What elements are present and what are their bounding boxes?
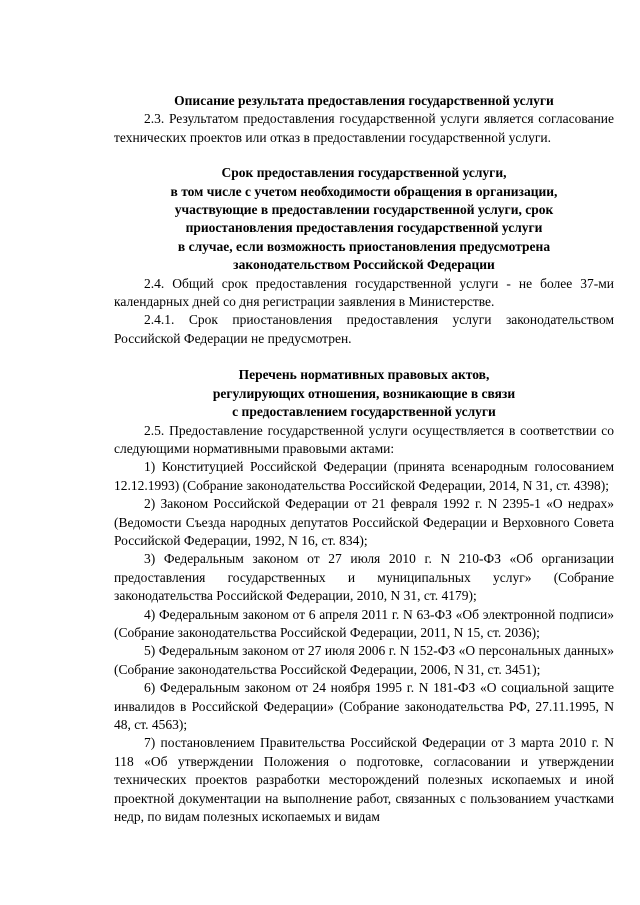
heading-line: в случае, если возможность приостановления предусмотрена — [177, 238, 551, 254]
heading-line: участвующие в предоставлении государственной услуги, срок — [174, 202, 554, 218]
list-item: 3) Федеральным законом от 27 июля 2010 г. N 210-ФЗ «Об организации предоставления государственных и муниципальных услуг» (Собрание законодательства Российской Федерации, 2010, N 31, ст. 4179); — [114, 551, 614, 604]
heading-line: с предоставлением государственной услуги — [232, 404, 496, 420]
heading-line: приостановления предоставления государственной услуги — [185, 220, 543, 236]
paragraph-2-5: 2.5. Предоставление государственной услуги осуществляется в соответствии со следующими нормативными правовыми актами: — [114, 422, 614, 456]
section-heading-legal-acts — [114, 366, 614, 421]
legal-acts-list — [114, 458, 614, 826]
heading-line: законодательством Российской Федерации — [233, 257, 495, 273]
list-item: 1) Конституцией Российской Федерации (принята всенародным голосованием 12.12.1993) (Собрание законодательства Российской Федерации, 2014, N 31, ст. 4398); — [114, 459, 614, 493]
list-item: 4) Федеральным законом от 6 апреля 2011 г. N 63-ФЗ «Об электронной подписи» (Собрание законодательства Российской Федерации, 2011, N 15, ст. 2036); — [114, 606, 614, 640]
list-item: 5) Федеральным законом от 27 июля 2006 г. N 152-ФЗ «О персональных данных» (Собрание законодательства Российской Федерации, 2006, N 31, ст. 3451); — [114, 643, 614, 677]
list-item: 6) Федеральным законом от 24 ноября 1995 г. N 181-ФЗ «О социальной защите инвалидов в Российской Федерации» (Собрание законодательства РФ, 27.11.1995, N 48, ст. 4563); — [114, 680, 614, 732]
paragraph-2-3: 2.3. Результатом предоставления государственной услуги является согласование технических проектов или отказ в предоставлении государственной услуги. — [114, 111, 614, 145]
paragraph-2-4-1: 2.4.1. Срок приостановления предоставления услуги законодательством Российской Федерации не предусмотрен. — [114, 312, 614, 346]
paragraph-2-4: 2.4. Общий срок предоставления государственной услуги - не более 37-ми календарных дней со дня регистрации заявления в Министерстве. — [114, 275, 614, 310]
list-item: 2) Законом Российской Федерации от 21 февраля 1992 г. N 2395-1 «О недрах» (Ведомости Съезда народных депутатов Российской Федерации и Верховного Совета Российской Федерации, 1992, N 16, ст. 834); — [114, 496, 614, 548]
heading-line: Перечень нормативных правовых актов, — [238, 367, 490, 383]
section-heading-term — [114, 164, 614, 274]
heading-line: регулирующих отношения, возникающие в связи — [212, 385, 516, 401]
heading-line: Срок предоставления государственной услуги, — [221, 165, 507, 181]
document-body — [114, 92, 614, 826]
list-item: 7) постановлением Правительства Российской Федерации от 3 марта 2010 г. N 118 «Об утверждении Положения о подготовке, согласовании и утверждении технических проектов разработки месторождений полезных ископаемых и иной проектной документации на выполнение работ, связанных с пользованием участками недр, по видам полезных ископаемых и видам — [114, 735, 614, 825]
heading-line: в том числе с учетом необходимости обращения в организации, — [170, 183, 558, 199]
section-heading-result: Описание результата предоставления государственной услуги — [174, 93, 554, 108]
